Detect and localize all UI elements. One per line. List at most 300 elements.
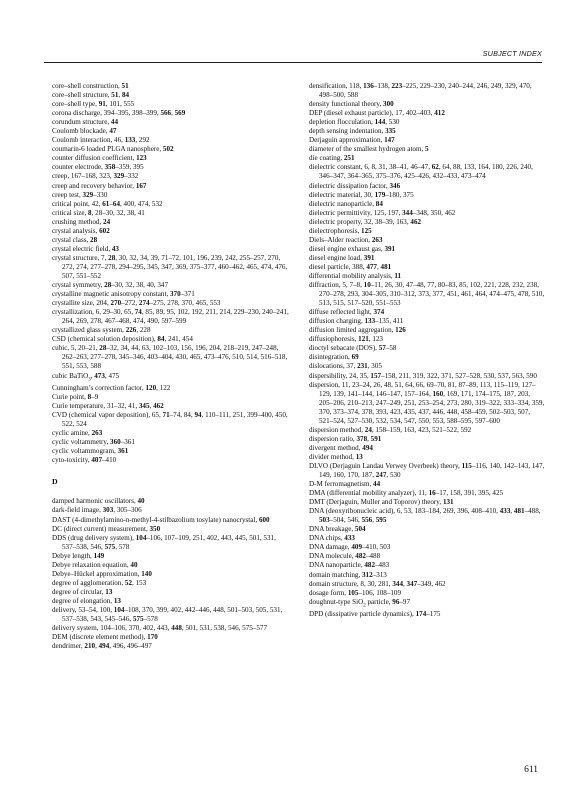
index-entry-text: , 305–306 bbox=[113, 506, 142, 515]
index-entry-bold-page: 24 bbox=[103, 217, 111, 226]
index-entry bbox=[52, 281, 290, 290]
index-entry-bold-page: 16 bbox=[428, 489, 436, 498]
section-letter: D bbox=[52, 477, 58, 487]
index-entry bbox=[52, 154, 290, 163]
index-entry-text: core–shell structure, bbox=[52, 91, 112, 100]
index-entry-bold-page: 602 bbox=[99, 226, 110, 235]
index-entry-bold-page: 51 bbox=[121, 82, 129, 90]
index-entry-bold-page: 47 bbox=[109, 127, 117, 136]
index-entry bbox=[309, 480, 545, 489]
index-entry-bold-page: 502 bbox=[162, 145, 174, 154]
index-entry-text: –371 bbox=[180, 290, 195, 299]
index-entry bbox=[52, 597, 290, 606]
index-entry-bold-page: 595 bbox=[375, 516, 387, 525]
index-entry-bold-page: 247 bbox=[375, 471, 387, 480]
index-entry bbox=[309, 227, 545, 236]
index-entry bbox=[52, 308, 290, 326]
index-entry-text: domain structure, 8, 30, 281, bbox=[309, 579, 393, 588]
index-entry-bold-page: 412 bbox=[434, 109, 445, 118]
index-entry-text: diffraction, 5, 7–8, bbox=[309, 281, 364, 290]
index-entry bbox=[52, 326, 290, 335]
index-entry-bold-page: 115 bbox=[461, 461, 472, 470]
index-entry-text: , 496, 496–497 bbox=[109, 642, 152, 651]
index-entry-text: crystal electric field, bbox=[52, 244, 112, 253]
index-entry-bold-page: 482 bbox=[355, 552, 366, 561]
index-entry bbox=[52, 561, 290, 570]
index-entry-text: –9 bbox=[91, 393, 99, 401]
index-entry-bold-page: 28 bbox=[90, 235, 98, 244]
index-entry-text: DEP (diesel exhaust particle), 17, 402–403, bbox=[309, 109, 435, 118]
index-entry-text: damped harmonic oscillators, bbox=[52, 497, 138, 506]
index-entry-text: –30, 32, 38, 40, 347 bbox=[111, 281, 168, 290]
index-entry bbox=[309, 100, 545, 109]
index-entry-text: –488, bbox=[524, 507, 541, 516]
index-entry-text: –32, 34, 44, 63, 102–103, 156, 196, 204, 218–219, 247–248, 262–263, 277–278, 345–346, 403–404, 430, 465, 473–476, 510, 514, 516–518, 551, 553, 588 bbox=[62, 344, 288, 371]
index-entry-text: degree of agglomeration, bbox=[52, 578, 125, 587]
index-entry-bold-page: 344 bbox=[402, 208, 413, 217]
index-entry-text: cubic, 5, 20–21, bbox=[52, 344, 100, 353]
index-entry-bold-page: 503 bbox=[319, 516, 330, 525]
index-entry-text: , 123 bbox=[368, 335, 383, 344]
index-entry bbox=[52, 127, 290, 136]
index-entry-text: –410 bbox=[101, 456, 117, 465]
index-entry-text: , 122 bbox=[156, 383, 171, 392]
index-entry-bold-page: 477 bbox=[366, 262, 377, 271]
index-entry-bold-page: 370 bbox=[170, 290, 181, 299]
index-entry bbox=[52, 236, 290, 245]
index-entry-text: Coulomb blockade, bbox=[52, 127, 110, 136]
index-entry-text: DPD (dissipative particle dynamics), bbox=[309, 610, 416, 619]
index-entry-bold-page: 575 bbox=[104, 542, 116, 551]
index-entry-bold-page: 391 bbox=[363, 253, 375, 262]
index-entry-text: cyclic amine, bbox=[52, 429, 92, 438]
index-entry bbox=[309, 498, 545, 507]
index-entry-text: , 158–159, 163, 423, 521–522, 592 bbox=[371, 425, 472, 434]
index-entry-text: diffusion limited aggregation, bbox=[309, 326, 396, 335]
index-entry-bold-page: 136 bbox=[363, 82, 374, 90]
index-entry-text: , 530 bbox=[386, 471, 401, 480]
index-entry-text: Curie point, bbox=[52, 393, 88, 401]
index-entry bbox=[52, 200, 290, 209]
index-entry-text: diffusion charging, bbox=[309, 317, 365, 326]
index-entry-bold-page: 251 bbox=[343, 154, 355, 163]
index-entry-bold-page: 149 bbox=[93, 551, 105, 560]
index-entry bbox=[52, 411, 290, 429]
index-entry-text: diffusiophoresis, bbox=[309, 335, 359, 344]
index-entry-bold-page: 210 bbox=[84, 642, 96, 651]
index-entry-text: Coulomb interaction, 46, bbox=[52, 136, 125, 145]
index-entry-text: , bbox=[402, 579, 407, 588]
index-entry-text: delivery, 53–54, 100, bbox=[52, 605, 114, 614]
index-entry-bold-page: 494 bbox=[98, 642, 110, 651]
index-entry-text: cyto-toxicity, bbox=[52, 456, 92, 465]
index-entry-text: Cunningham’s correction factor, bbox=[52, 383, 146, 392]
index-entry bbox=[309, 453, 545, 462]
index-entry-text: CSD (chemical solution deposition), bbox=[52, 335, 158, 344]
index-entry-bold-page: 40 bbox=[137, 497, 145, 506]
index-entry-text: divergent method, bbox=[309, 443, 363, 452]
index-entry bbox=[309, 82, 545, 100]
running-header bbox=[44, 48, 542, 63]
index-entry-bold-page: 303 bbox=[102, 506, 114, 515]
index-entry bbox=[309, 191, 545, 200]
index-entry bbox=[52, 579, 290, 588]
index-entry-bold-page: 344 bbox=[392, 579, 403, 588]
index-entry-bold-page: 263 bbox=[371, 235, 383, 244]
index-entry-bold-page: 133 bbox=[124, 136, 136, 145]
index-entry bbox=[309, 353, 545, 362]
index-entries-d-continued bbox=[309, 82, 545, 619]
index-entry-bold-page: 433 bbox=[344, 534, 355, 543]
index-entry bbox=[309, 489, 545, 498]
index-entry bbox=[309, 444, 545, 453]
index-entry-text: , 101, 555 bbox=[105, 100, 135, 109]
index-entry-text: , 85, 89, 95, 102, 192, 211, 214, 229–230, 240–241, 264, 269, 278, 467–468, 474, 490, 597–599 bbox=[62, 308, 289, 326]
index-entry-text: cyclic voltammetry, bbox=[52, 438, 111, 447]
index-entry-text: DDS (drug delivery system), bbox=[52, 533, 136, 542]
index-column-left bbox=[52, 82, 290, 651]
index-entry bbox=[52, 393, 290, 402]
index-entry-text: , 578 bbox=[115, 542, 130, 551]
index-entry-bold-page: 91 bbox=[98, 100, 106, 109]
index-entry-text: dispersion, 11, 23–24, 26, 48, 51, 64, 66, 69–70, 81, 87–89, 113, 115–119, 127–129, 139, 141–144, 146–147, 157–164, bbox=[309, 380, 536, 398]
index-entry-text: density functional theory, bbox=[309, 100, 384, 109]
index-entry bbox=[309, 344, 545, 353]
index-entry-bold-page: 96 bbox=[392, 597, 400, 606]
index-entry-text: –578 bbox=[143, 615, 158, 624]
index-entry-text: DNA breakage, bbox=[309, 525, 355, 534]
index-entry-text: degree of elongation, bbox=[52, 596, 114, 605]
index-entry-text: , bbox=[90, 371, 95, 380]
index-entry-bold-page: 274 bbox=[138, 299, 150, 308]
index-entry-bold-page: 167 bbox=[135, 181, 147, 190]
index-entry bbox=[52, 209, 290, 218]
running-header-title: SUBJECT INDEX bbox=[482, 49, 542, 58]
index-entry-text: doughnut-type SiO bbox=[309, 597, 364, 606]
index-entry-text: counter diffusion coefficient, bbox=[52, 154, 137, 163]
index-entry bbox=[309, 561, 545, 570]
index-entry bbox=[309, 462, 545, 480]
index-entry-bold-page: 28 bbox=[104, 281, 112, 290]
index-entry-bold-page: 40 bbox=[130, 560, 138, 569]
index-entry-text: differential mobility analysis, bbox=[309, 271, 395, 280]
index-entry-text: cyclic voltammogram, bbox=[52, 447, 118, 456]
index-entry-text: –504, 546, bbox=[329, 516, 362, 525]
index-entry-text: dielectric dissipation factor, bbox=[309, 181, 390, 190]
index-entry-bold-page: 123 bbox=[136, 154, 147, 163]
index-entry bbox=[309, 435, 545, 444]
index-entry-text: –116, 140, 142–143, 147, 149, 160, 170, 187, bbox=[319, 461, 545, 480]
index-entry-text: creep test, bbox=[52, 190, 83, 199]
index-entry-text: diameter of the smallest hydrogen atom, bbox=[309, 145, 426, 154]
index-entry-text: Derjaguin approximation, bbox=[309, 136, 385, 145]
index-entry-text: dispersibility, 24, 35, bbox=[309, 371, 371, 380]
index-entry bbox=[52, 82, 290, 91]
index-entry-text: dielectric constant, 6, 8, 31, 38–41, 46–47, bbox=[309, 163, 432, 172]
index-entry-bold-page: 104 bbox=[113, 605, 125, 614]
index-entry bbox=[52, 118, 290, 127]
index-entry bbox=[309, 534, 545, 543]
index-entry bbox=[309, 209, 545, 218]
index-entry bbox=[309, 335, 545, 344]
index-entry bbox=[52, 570, 290, 579]
index-entry-text: , bbox=[372, 516, 376, 525]
index-entry-text: –313 bbox=[372, 570, 387, 579]
index-entry-text: , bbox=[171, 109, 175, 118]
index-entry-bold-page: 569 bbox=[174, 109, 186, 118]
index-entry-text: DMA (differential mobility analyzer), 11, bbox=[309, 489, 429, 498]
index-entry-text: –11, 26, 30, 47–48, 77, 80–83, 85, 102, 221, 228, 232, 238, 270–278, 293, 304–305, 310–312, 373, 377, 451, 461, 464, 474–475, 478, 510, 513, 515, 517–520, 551–553 bbox=[319, 281, 545, 308]
index-entry-bold-page: 504 bbox=[354, 525, 366, 534]
index-entry bbox=[309, 118, 545, 127]
index-entry-text: DLVO (Derjaguin Landau Verwey Overbeek) theory, bbox=[309, 461, 462, 470]
index-entry-text: , 28–30, 32, 38, 41 bbox=[91, 208, 145, 217]
index-entry bbox=[309, 245, 545, 254]
index-entry-text: , bbox=[149, 402, 154, 411]
index-entry bbox=[52, 299, 290, 308]
index-entry-bold-page: 329 bbox=[82, 190, 94, 199]
index-entry-text: –275, 278, 370, 465, 553 bbox=[149, 299, 221, 308]
index-entry-text: crystallite size, 204, bbox=[52, 299, 111, 308]
index-entry-text: –330 bbox=[93, 190, 108, 199]
index-entry-bold-page: 160 bbox=[432, 389, 444, 398]
index-entry-text: depth sensing indentation, bbox=[309, 127, 386, 136]
index-entry bbox=[309, 426, 545, 435]
index-entry-text: , 292 bbox=[135, 136, 150, 145]
index-entry-text: densification, 118, bbox=[309, 82, 364, 90]
index-entry-bold-page: 28 bbox=[108, 253, 116, 262]
index-entry-text: core–shell type, bbox=[52, 100, 99, 109]
index-entry-text: die coating, bbox=[309, 154, 344, 163]
index-entry bbox=[52, 100, 290, 109]
index-entry-text: Curie temperature, 31–32, 41, bbox=[52, 402, 139, 411]
index-entry bbox=[52, 429, 290, 438]
index-entry-bold-page: 350 bbox=[149, 524, 161, 533]
index-entry bbox=[309, 543, 545, 552]
index-entry bbox=[309, 109, 545, 118]
index-entry-bold-page: 391 bbox=[384, 244, 396, 253]
index-entry bbox=[52, 172, 290, 181]
index-entry-bold-page: 361 bbox=[117, 447, 129, 456]
index-entry bbox=[52, 182, 290, 191]
index-entry-text: , 228 bbox=[136, 326, 151, 335]
index-entry-subscript: 3 bbox=[88, 376, 91, 382]
index-entry-bold-page: 126 bbox=[395, 326, 406, 335]
index-entry-bold-page: 433 bbox=[499, 507, 511, 516]
index-entry-text: –74, 84, bbox=[169, 411, 195, 420]
index-entry-bold-page: 179 bbox=[374, 190, 386, 199]
index-entry-bold-page: 345 bbox=[138, 402, 150, 411]
index-entry-text: D-M ferromagnetism, bbox=[309, 480, 374, 489]
index-entry bbox=[52, 136, 290, 145]
index-entry bbox=[52, 447, 290, 456]
index-entry-bold-page: 84 bbox=[157, 335, 165, 344]
index-entry-text: DEM (discrete element method), bbox=[52, 633, 148, 642]
index-entry bbox=[52, 497, 290, 506]
index-entry-text: –175 bbox=[426, 610, 441, 619]
index-entry-bold-page: 462 bbox=[410, 217, 422, 226]
index-entry-text: –135, 411 bbox=[375, 317, 404, 326]
index-entry-text: crystalline magnetic anisotropy constant, bbox=[52, 290, 170, 299]
index-entry-bold-page: 24 bbox=[364, 425, 372, 434]
index-entry-text: , bbox=[376, 262, 381, 271]
index-entry-bold-page: 105 bbox=[347, 588, 359, 597]
index-entry bbox=[309, 589, 545, 598]
index-entry-text: , bbox=[95, 642, 99, 651]
index-entry-text: counter electrode, bbox=[52, 163, 105, 172]
index-entry bbox=[309, 598, 545, 610]
index-entry-bold-page: 44 bbox=[373, 480, 381, 489]
index-entry-text: depletion flocculation, bbox=[309, 118, 375, 127]
index-entry bbox=[52, 163, 290, 172]
index-entry-text: DNA nanoparticle, bbox=[309, 561, 365, 570]
index-entry-bold-page: 5 bbox=[425, 145, 429, 154]
index-entry bbox=[52, 254, 290, 281]
index-entry-text: –410, 503 bbox=[362, 543, 391, 552]
index-entry bbox=[309, 552, 545, 561]
index-entry-bold-page: 174 bbox=[415, 610, 427, 619]
index-entry-bold-page: 481 bbox=[380, 262, 392, 271]
index-entry-bold-page: 140 bbox=[141, 569, 152, 578]
index-entry-text: –488 bbox=[365, 552, 381, 561]
index-entry-bold-page: 84 bbox=[375, 199, 383, 208]
index-entry-bold-page: 144 bbox=[374, 118, 386, 127]
index-entry-bold-page: 51 bbox=[111, 91, 119, 100]
index-entry-text: crystal class, bbox=[52, 235, 91, 244]
index-entry-bold-page: 8 bbox=[88, 208, 92, 217]
index-entry-text: dispersion ratio, bbox=[309, 434, 357, 443]
index-entry-text: , 169, 171, 174–175, 187, 203, 205–206, 210–213, 247–249, 251, 253–254, 273, 280, 319–322, 333–334, 359, 370, 373–374, 378, 393, 423, 435, 437, 446, 448, 458–459, 502–503, 507, 521–524, 527–530, 532, 534, 547, 550, 553, 588–595, 597–600 bbox=[319, 389, 545, 425]
index-entry bbox=[309, 163, 545, 181]
page-number: 611 bbox=[524, 765, 538, 775]
index-entry-bold-page: 566 bbox=[160, 109, 172, 118]
index-entry-text: , 501, 531, 538, 546, 575–577 bbox=[181, 624, 267, 633]
index-entry-text: DC (direct current) measurement, bbox=[52, 524, 150, 533]
index-entry-bold-page: 231 bbox=[357, 362, 368, 371]
index-entry-text: –225, 229–230, 240–244, 246, 249, 329, 470, 498–500, 588 bbox=[319, 82, 532, 100]
index-entry-bold-page: 69 bbox=[351, 353, 359, 362]
index-entry-text: , 30, 32, 34, 39, 71–72, 101, 196, 239, 242, 255–257, 270, 272, 274, 277–278, 294–295, 345, 347, 369, 375–377, 460–462, 465, 474, 476, 507, 551–552 bbox=[62, 253, 288, 280]
index-entry-bold-page: 28 bbox=[99, 344, 107, 353]
index-entry-text: –180, 375 bbox=[385, 190, 414, 199]
index-entry-text: corundum structure, bbox=[52, 118, 111, 127]
index-entry-bold-page: 52 bbox=[124, 578, 132, 587]
index-entry-text: particle, bbox=[365, 597, 393, 606]
index-entry bbox=[309, 525, 545, 534]
index-entry bbox=[52, 290, 290, 299]
index-entry-bold-page: 13 bbox=[355, 452, 363, 461]
index-entry bbox=[309, 308, 545, 317]
index-entry-text: – bbox=[109, 199, 113, 208]
index-entry-text: crystal analysis, bbox=[52, 226, 100, 235]
index-entry-text: diesel engine load, bbox=[309, 253, 364, 262]
index-entry bbox=[309, 145, 545, 154]
index-entry-text: dioctyl sebacate (DOS), bbox=[309, 344, 379, 353]
index-entry-bold-page: 600 bbox=[258, 515, 270, 524]
index-entry-text: dislocations, 37, bbox=[309, 362, 358, 371]
index-entry-text: disintegration, bbox=[309, 353, 352, 362]
index-entry-bold-page: 8 bbox=[87, 393, 92, 401]
index-entry-text: crushing method, bbox=[52, 217, 104, 226]
index-entry-subscript: 2 bbox=[363, 603, 366, 609]
index-entry-text: Debye–Hückel approximation, bbox=[52, 569, 142, 578]
index-entry bbox=[309, 236, 545, 245]
index-entry-bold-page: 147 bbox=[384, 136, 395, 145]
index-entry-text: dosage form, bbox=[309, 588, 348, 597]
index-entry bbox=[52, 344, 290, 371]
index-entry-text: dendrimer, bbox=[52, 642, 85, 651]
index-entry-bold-page: 131 bbox=[442, 498, 454, 507]
index-entry-text: DAST (4-dimethylamino-n-methyl-4-stilbazolium tosylate) nanocrystal, bbox=[52, 515, 259, 524]
index-entry-bold-page: 120 bbox=[145, 383, 157, 392]
index-entry-bold-page: 409 bbox=[351, 543, 362, 552]
index-entry-bold-page: 374 bbox=[373, 308, 385, 317]
index-entries-d bbox=[52, 497, 290, 651]
index-entry-bold-page: 61 bbox=[102, 199, 110, 208]
index-entry-text: diffuse reflected light, bbox=[309, 308, 374, 317]
index-entry-text: Diels–Alder reaction, bbox=[309, 235, 372, 244]
index-entry-bold-page: 462 bbox=[153, 402, 164, 411]
index-entry bbox=[52, 227, 290, 236]
index-entry-text: dark-field image, bbox=[52, 506, 103, 515]
index-entry-text: DNA damage, bbox=[309, 543, 352, 552]
index-entry-text: Debye length, bbox=[52, 551, 94, 560]
index-entry-bold-page: 157 bbox=[370, 371, 382, 380]
index-entry-bold-page: 481 bbox=[513, 507, 525, 516]
index-entry bbox=[52, 109, 290, 118]
index-entry bbox=[309, 507, 545, 525]
index-entry-text: –17, 158, 391, 395, 425 bbox=[435, 489, 504, 498]
index-entry-text: dielectric property, 32, 38–39, 163, bbox=[309, 217, 411, 226]
index-entry-bold-page: 133 bbox=[364, 317, 376, 326]
index-entry bbox=[309, 571, 545, 580]
index-entry-text: CVD (chemical vapor deposition), 65, bbox=[52, 411, 163, 420]
index-entry bbox=[52, 588, 290, 597]
index-entry-text: degree of circular, bbox=[52, 587, 106, 596]
index-entry-bold-page: 473 bbox=[94, 371, 105, 380]
index-entry bbox=[52, 534, 290, 552]
index-entry-text: –361 bbox=[120, 438, 135, 447]
index-entry bbox=[309, 281, 545, 308]
index-entry-bold-page: 300 bbox=[383, 100, 394, 109]
index-entry-bold-page: 270 bbox=[110, 299, 122, 308]
index-entry-text: domain matching, bbox=[309, 570, 362, 579]
index-entry-text: dielectric nanoparticle, bbox=[309, 199, 376, 208]
index-entry-text: creep, 167–168, 323, bbox=[52, 172, 114, 181]
index-entry-bold-page: 263 bbox=[91, 429, 103, 438]
index-entry-bold-page: 74 bbox=[134, 308, 142, 317]
index-entry-text: diesel particle, 388, bbox=[309, 262, 367, 271]
index-entry bbox=[52, 642, 290, 651]
index-entry-text: –349, 462 bbox=[417, 579, 446, 588]
index-entries-c bbox=[52, 82, 290, 465]
index-entry bbox=[52, 516, 290, 525]
index-entry-bold-page: 125 bbox=[361, 226, 372, 235]
index-entry bbox=[309, 272, 545, 281]
index-entry-text: dielectrophoresis, bbox=[309, 226, 362, 235]
index-entry bbox=[309, 136, 545, 145]
index-entry-bold-page: 358 bbox=[104, 163, 116, 172]
index-entry-bold-page: 329 bbox=[113, 172, 125, 181]
index-entry bbox=[52, 191, 290, 200]
index-entry-text: crystallized glass system, bbox=[52, 326, 126, 335]
index-entry-bold-page: 591 bbox=[370, 434, 382, 443]
index-entry-text: DNA molecule, bbox=[309, 552, 356, 561]
index-entry-text: –359, 395 bbox=[115, 163, 144, 172]
index-entry-text: –272, bbox=[121, 299, 139, 308]
index-entry bbox=[52, 624, 290, 633]
index-entry-text: , 400, 474, 532 bbox=[119, 199, 163, 208]
